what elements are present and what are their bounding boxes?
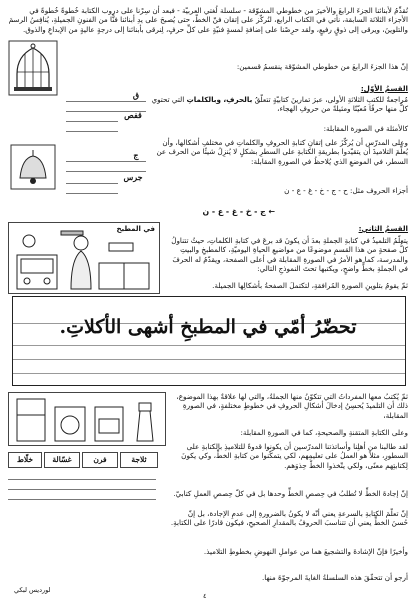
- bullet-two: إنّ تعلّمَ الكتابةِ بالسرعةِ يعني أنّه لا يكونُ بالضرورةِ إلى عدمِ الإجادة، بل إنّ حُسنَ الخطِّ يعني أن تتناسبَ الحروفُ بالمقدارِ الصحيحِ، فيكون قادرًا على الكتابةِ.: [170, 509, 408, 528]
- handwriting-band: [12, 296, 406, 386]
- vocab-word: فرن: [93, 455, 107, 464]
- practice-word-label-2: جرس: [123, 172, 143, 182]
- section1-paragraph: مُراجعةٌ للكتبِ الثلاثةِ الأولى، عبرَ تمارينَ كتابيّةٍ تتعلّقُ بالحرفِ، وبالكلماتِ التي تحتوي كلٌّ منها حرفًا مُعيّنًا ومثيلةً من حروفِ الهجاء،: [151, 95, 408, 114]
- section2-colouring: ثمّ يقومُ بتلوينِ الصورةِ المُرافقةِ، لتكتملَ الصفحةُ بأشكالِها الجميلة.: [212, 281, 408, 290]
- correct-writing-note: وعلى الكتابةِ المتقنةِ والصحيحةِ، كما في الصورةِ المقابلة:: [240, 428, 408, 437]
- page-number: ٤: [203, 592, 207, 600]
- bullet-one: إنّ إجادةَ الخطِّ لا تُطلبُ في حِصصِ الخطِّ وحدها بل في كلّ حِصصِ العملِ كتابيّ.: [173, 489, 408, 498]
- section1-examples-note: كالأمثلة في الصورة المقابلة:: [323, 124, 408, 133]
- practice-lines-word[interactable]: [66, 112, 118, 132]
- vocab-word: خلّاط: [16, 455, 34, 464]
- appliances-illustration: [8, 392, 166, 446]
- practice-lines-letter-2[interactable]: [66, 152, 146, 172]
- section1-letter-parts: أجزاء الحروف مثل: ح - ج - خ - غ - ع - ن: [284, 186, 408, 195]
- section1-title: القسمُ الأوّل:: [360, 84, 408, 93]
- letter-sequence: ← ج - خ - غ - ع - ن: [202, 207, 275, 216]
- vocab-box-3: [44, 452, 80, 468]
- author-name: لورديس لبكي: [14, 586, 51, 594]
- practice-letter-label: ق: [132, 90, 140, 100]
- vocab-box-2: [82, 452, 118, 468]
- model-sentence: تحضّرُ أمّي في المطبخِ أشهى الأكلاتِ.: [59, 316, 357, 338]
- teachers-note: لقد طالبنا من أهلِنا وأساتذتنا المدرّسين أن يكونوا قدوةً للتلاميذِ بالكتابةِ على السطورِ، مثلاً هو العملُ على تعليمِهم، لكي يتمكّنوا من كتابةِ الخطِّ، وكي يكونَ لِكتابتِهم معنًى، ولكي يتّخذوا الخطّ حِذوَهم.: [181, 442, 408, 470]
- vocab-box-1: [120, 452, 158, 468]
- vocab-word: ثلاجة: [131, 455, 147, 464]
- practice-letter-label-2: ج: [133, 150, 139, 160]
- vocab-practice-lines[interactable]: [8, 470, 156, 500]
- birdcage-illustration: [8, 40, 58, 96]
- vocab-word: غسّالة: [52, 455, 72, 464]
- practice-lines-letter[interactable]: [66, 92, 146, 112]
- kitchen-illustration: [8, 222, 160, 294]
- section2-paragraph: يتعلّمُ التلميذُ في كتابةِ الجملةِ بعدَ أن يكونَ قد برعَ في كتابةِ الكلماتِ، حيثُ تتناولُ كلُّ صفحةٍ من هذا القسمِ موضوعًا من مواضيعِ الحياةِ اليوميّةِ، كالمطبخِ والبيتِ والمدرسة، كما هو الأمرُ في الصورةِ المقابلة في أعلى الصفحة، ويقدّمُ له الحرفَ في الجملةِ بخطٍّ واضحٍ، ويكتبها تحتَ النموذجِ التالي:: [171, 236, 408, 274]
- bell-illustration: [10, 144, 56, 190]
- section2-title: القسمُ الثاني:: [358, 224, 408, 233]
- vocab-box-4: [8, 452, 42, 468]
- bullet-three: وأخيرًا فإنّ الإشادةَ والتشجيعَ هما من عواملِ النهوضِ بخطوطِ التلاميذ.: [203, 547, 408, 556]
- practice-lines-word-2[interactable]: [66, 174, 118, 194]
- section1-guidance: وعلى المدرّس أن يُركّزَ على إتقانِ كتابةِ الحروفِ والكلماتِ في مختلفِ أشكالها، وأن يُعلِّمَ التلاميذَ أن يتقيّدوا بطريقةِ الكتابةِ على السطرِ بشكلٍ لا يُنزِلُ شيئًا من الحرف عن السطر، في الموضعِ الذي يُلاحظُ في الصورةِ المقابلة:: [156, 138, 408, 166]
- intro-division: إنّ هذا الجزءَ الرابعَ من خطوطي المشوّقة ينقسمُ قسمين:: [236, 62, 408, 71]
- kitchen-caption: في المطبخ: [116, 225, 155, 233]
- intro-paragraph: نُقدِّمُ لأبنائنا الجزءَ الرابعَ والأخيرَ من خطوطي المشوّقة - سلسلة لُغتي العربيّة - فبعد أن سِرْنا على دروب الكتابة خُطوةً خُطوةً في الأجزاء الثلاثة السابقة، نأتي في الكتاب الرابع، لنُركّز على إتقان فنّ الخطّ، حتى يُصبحَ على يدِ أبنائنا فنًّا من الفنونِ الجميلةِ، يُنافِسُ الرسمَ والتلوينَ، ويرقى إلى ذوقٍ رفيعٍ، ولقد حرِصْنا على إضافةِ لمسةٍ فنيّةٍ على كلِّ حرفٍ، لِنرقى بأبنائنا إلى درجةٍ عاليةٍ من الإبداعِ والذوق.: [8, 6, 408, 34]
- vocab-paragraph: ثمّ يُكتبُ معها المفرداتُ التي تتكوّنُ منها الجملةُ، والتي لها علاقةٌ بهذا الموضوع، ذلك أن التلميذَ يُحسِنُ إدخالَ أشكالِ الحروفِ في خطوطٍ مختلفةٍ، في الصورةِ المقابلة،: [176, 392, 408, 420]
- practice-word-label: قفص: [124, 110, 142, 120]
- closing-wish: أرجو أن تتحقّقَ هذه السلسلةُ الغايةَ المرجوّةَ منها.: [261, 573, 408, 582]
